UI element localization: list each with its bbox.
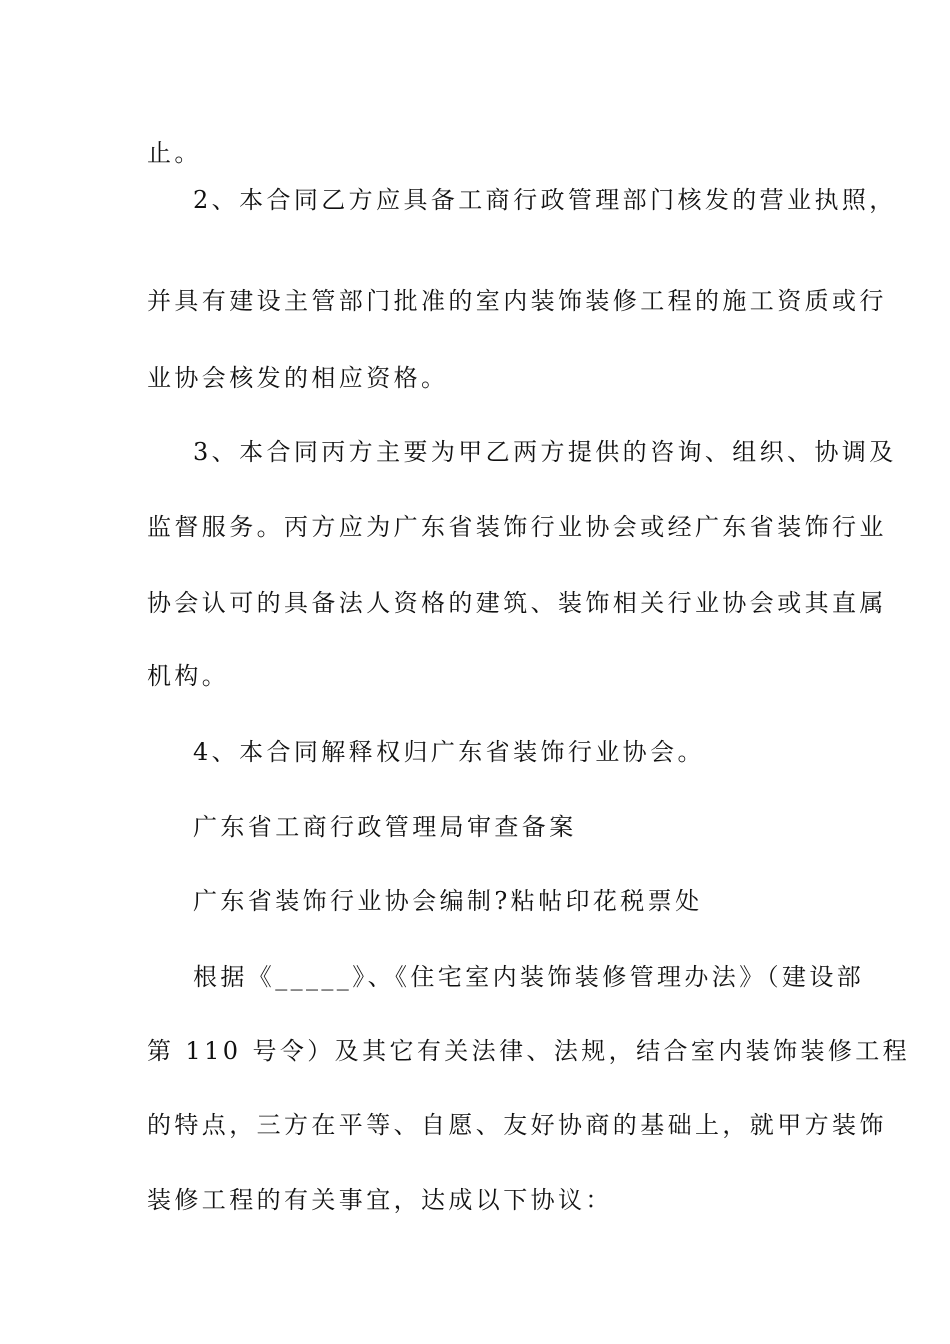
paragraph-line: 4、本合同解释权归广东省装饰行业协会。 — [193, 738, 705, 766]
paragraph-line: 业协会核发的相应资格。 — [147, 364, 449, 392]
paragraph-line: 并具有建设主管部门批准的室内装饰装修工程的施工资质或行 — [147, 287, 887, 315]
paragraph-line: 装修工程的有关事宜，达成以下协议： — [147, 1186, 613, 1214]
paragraph-line: 第 110 号令）及其它有关法律、法规，结合室内装饰装修工程 — [147, 1037, 911, 1065]
paragraph-line: 的特点，三方在平等、自愿、友好协商的基础上，就甲方装饰 — [147, 1111, 887, 1139]
paragraph-line: 3、本合同丙方主要为甲乙两方提供的咨询、组织、协调及 — [193, 438, 897, 466]
paragraph-line: 根据《_____》、《住宅室内装饰装修管理办法》（建设部 — [193, 963, 865, 991]
paragraph-line: 止。 — [147, 139, 202, 167]
paragraph-line: 广东省工商行政管理局审查备案 — [193, 813, 577, 841]
paragraph-line: 2、本合同乙方应具备工商行政管理部门核发的营业执照， — [193, 186, 897, 214]
paragraph-line: 广东省装饰行业协会编制?粘帖印花税票处 — [193, 887, 703, 915]
paragraph-line: 监督服务。丙方应为广东省装饰行业协会或经广东省装饰行业 — [147, 513, 887, 541]
paragraph-line: 协会认可的具备法人资格的建筑、装饰相关行业协会或其直属 — [147, 589, 887, 617]
paragraph-line: 机构。 — [147, 662, 230, 690]
